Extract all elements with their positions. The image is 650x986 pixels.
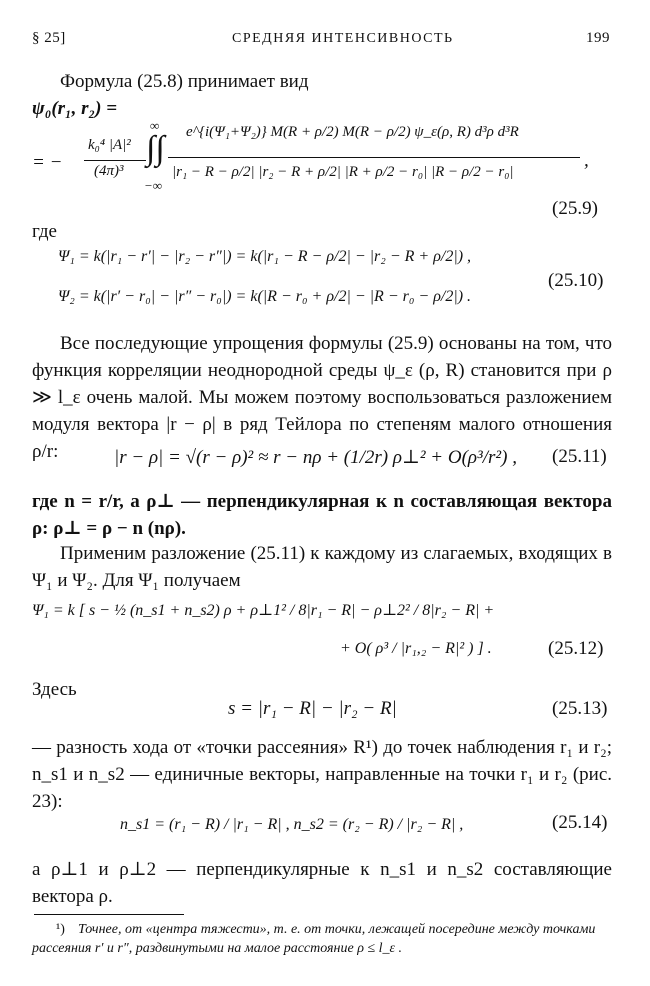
eq-25-9-coef-num: k₀⁴ |A|² <box>88 137 131 153</box>
footnote-rule <box>34 914 184 915</box>
footnote-text: Точнее, от «центра тяжести», т. е. от точки, лежащей посередине между точками рассеяния r′ и r″, раздвинутыми на малое расстояние ρ ≤ l_ε . <box>32 922 596 956</box>
eq-25-11: |r − ρ| = √(r − ρ)² ≈ r − nρ + (1/2r) ρ⊥² + O(ρ³/r²) , <box>114 447 517 468</box>
where-label: где <box>32 221 57 242</box>
eq-25-9-lim-top: ∞ <box>150 118 160 133</box>
eq-25-9-number: (25.9) <box>552 198 598 219</box>
eq-25-9-lim-bottom: −∞ <box>144 178 163 193</box>
eq-25-9-tail: , <box>584 150 589 171</box>
eq-25-10-line2: Ψ₂ = k(|r′ − r₀| − |r″ − r₀|) = k(|R − r₀ + ρ/2| − |R − r₀ − ρ/2|) . <box>58 288 472 305</box>
paragraph-perpendicular: а ρ⊥1 и ρ⊥2 — перпендикулярные к n_s1 и n_s2 составляющие вектора ρ. <box>32 859 612 907</box>
footnote-marker: ¹) <box>56 922 65 937</box>
eq-25-9-coef-bar <box>84 160 146 161</box>
eq-25-14: n_s1 = (r₁ − R) / |r₁ − R| , n_s2 = (r₂ − R) / |r₂ − R| , <box>120 816 464 833</box>
eq-25-12-number: (25.12) <box>548 638 604 659</box>
here-label: Здесь <box>32 679 77 700</box>
eq-25-9-coef-den: (4π)³ <box>94 163 124 179</box>
eq-25-10-line1: Ψ₁ = k(|r₁ − r′| − |r₂ − r″|) = k(|r₁ − R − ρ/2| − |r₂ − R + ρ/2|) , <box>58 248 472 265</box>
eq-25-9-integral-sign: ∫∫ <box>146 130 165 167</box>
eq-25-12-line1: Ψ₁ = k [ s − ½ (n_s1 + n_s2) ρ + ρ⊥1² / 8|r₁ − R| − ρ⊥2² / 8|r₂ − R| + <box>32 602 495 619</box>
eq-25-13: s = |r₁ − R| − |r₂ − R| <box>228 698 397 719</box>
eq-25-9-main-bar <box>168 157 580 158</box>
eq-25-9-lhs: ψ₀(r₁, r₂) = <box>32 98 118 119</box>
section-ref: § 25] <box>32 30 66 46</box>
paragraph-definition-n: где n = r/r, а ρ⊥ — перпендикулярная к n составляющая вектора ρ: ρ⊥ = ρ − n (nρ). <box>32 491 612 539</box>
paragraph-correlation: Все последующие упрощения формулы (25.9) основаны на том, что функция корреляции неоднородной среды ψ_ε (ρ, R) становится при ρ ≫ l_ε очень малой. Мы можем поэтому воспользоваться разложением модуля вектора |r − ρ| в ряд Тейлора по степеням малого отношения ρ/r: <box>32 333 612 462</box>
running-title: СРЕДНЯЯ ИНТЕНСИВНОСТЬ <box>232 31 454 46</box>
paragraph-path-difference: — разность хода от «точки рассеяния» R¹) до точек наблюдения r₁ и r₂; n_s1 и n_s2 — единичные векторы, направленные на точки r₁ и r₂ (рис. 23): <box>32 737 612 812</box>
eq-25-12-line2: + O( ρ³ / |r₁,₂ − R|² ) ] . <box>340 640 492 657</box>
eq-25-9-denominator: |r₁ − R − ρ/2| |r₂ − R + ρ/2| |R + ρ/2 − r₀| |R − ρ/2 − r₀| <box>172 164 514 180</box>
page-number: 199 <box>586 30 610 46</box>
eq-25-13-number: (25.13) <box>552 698 608 719</box>
paragraph-apply-expansion: Применим разложение (25.11) к каждому из слагаемых, входящих в Ψ₁ и Ψ₂. Для Ψ₁ получаем <box>32 543 612 591</box>
eq-25-11-number: (25.11) <box>552 446 607 467</box>
eq-25-9-numerator: e^{i(Ψ₁+Ψ₂)} M(R + ρ/2) M(R − ρ/2) ψ_ε(ρ, R) d³ρ d³R <box>186 124 519 140</box>
eq-25-10-number: (25.10) <box>548 270 604 291</box>
intro-text: Формула (25.8) принимает вид <box>60 71 309 92</box>
eq-25-9-prefix: = − <box>32 152 63 173</box>
eq-25-14-number: (25.14) <box>552 812 608 833</box>
